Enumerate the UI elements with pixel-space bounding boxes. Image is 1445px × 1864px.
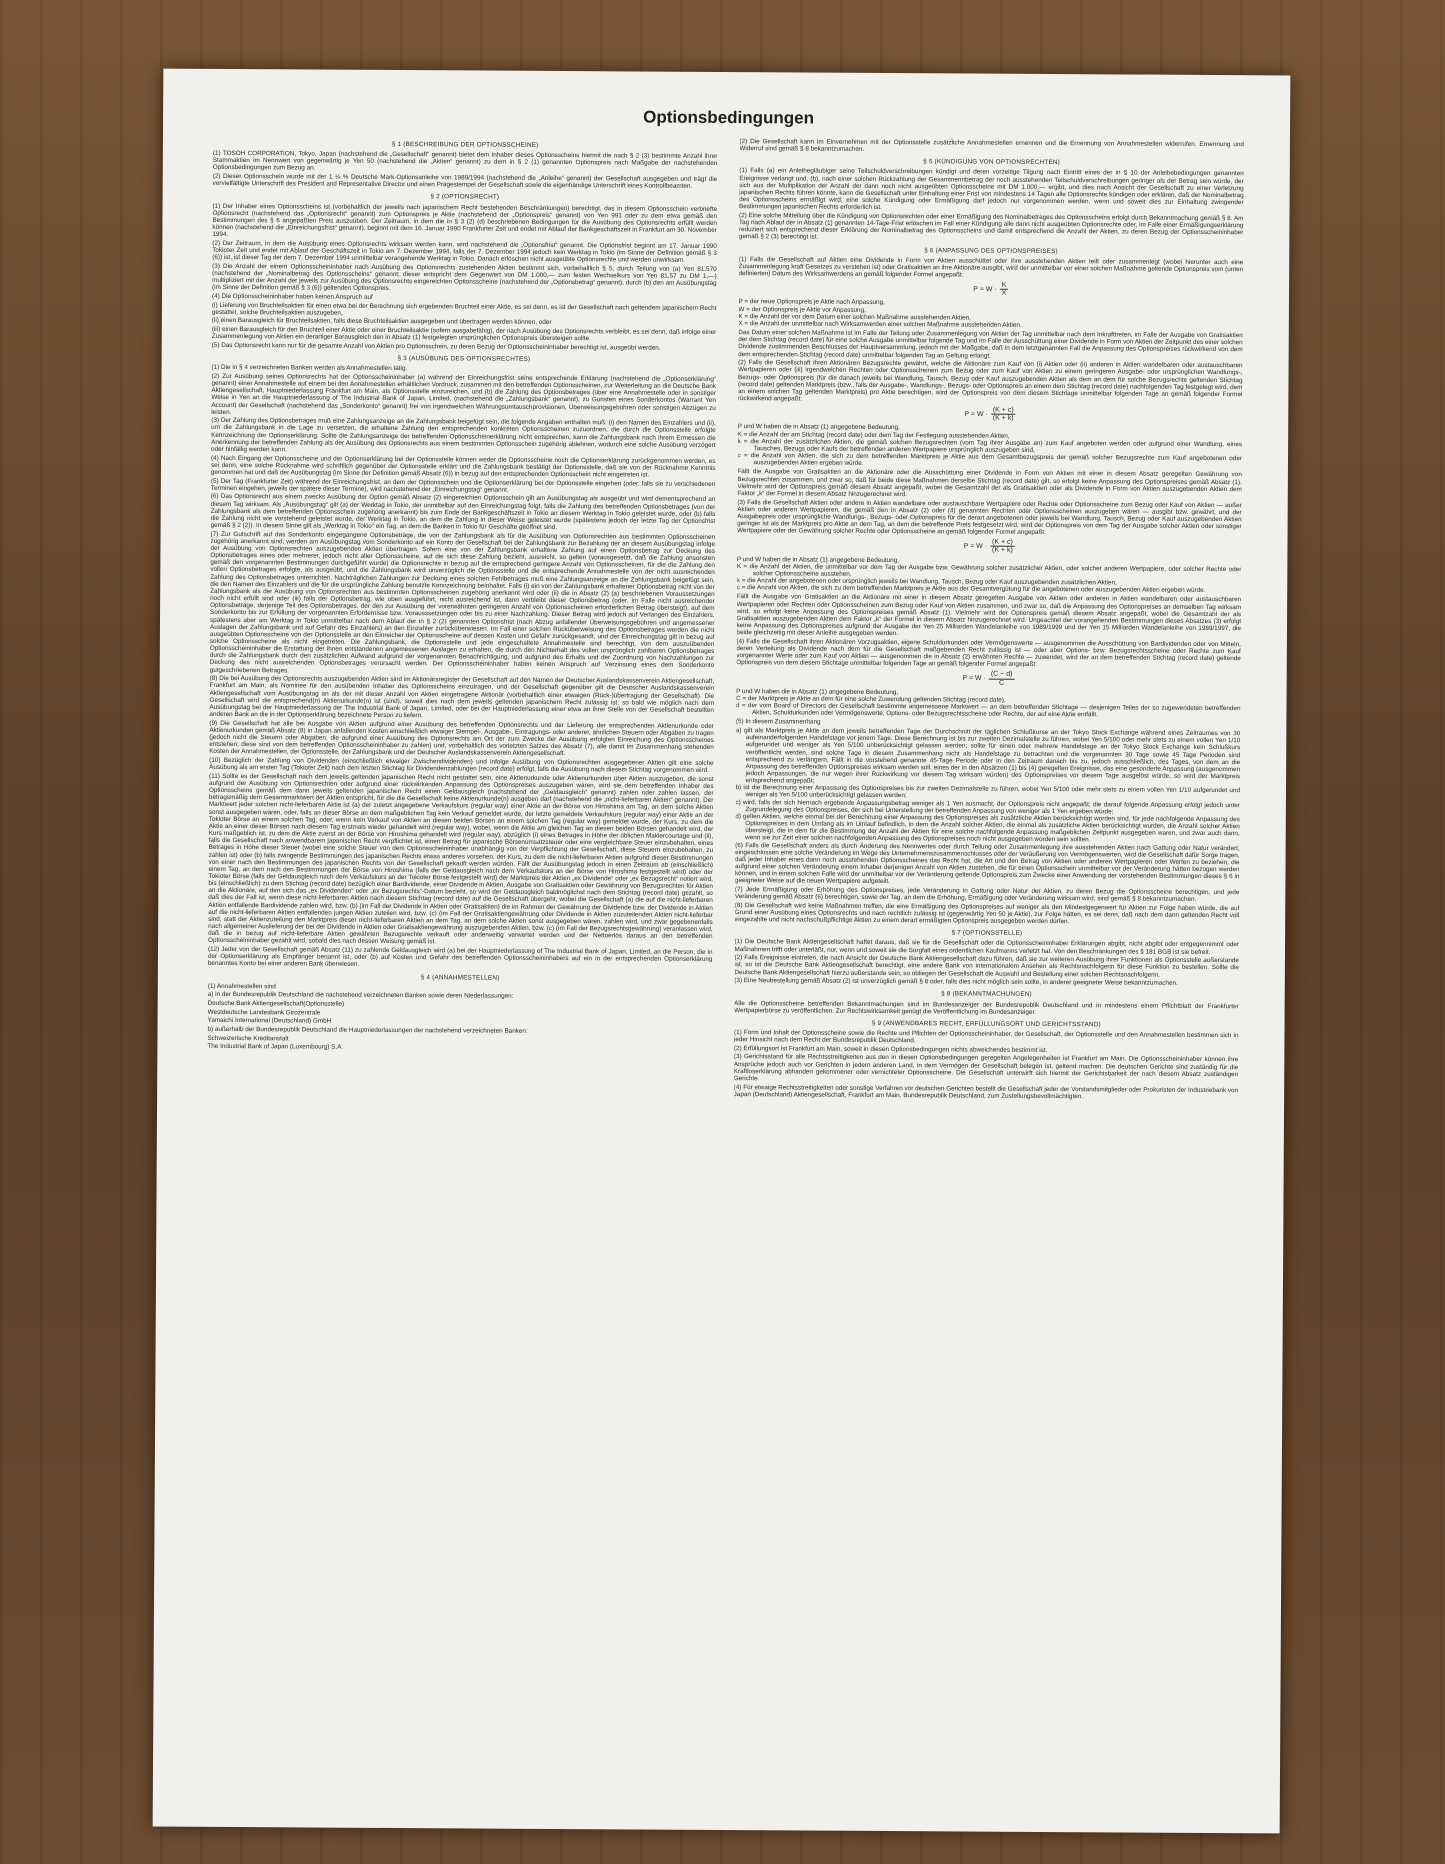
definition-item: K = die Anzahl der vor dem Datum einer solchen Maßnahme ausstehenden Aktien, — [738, 312, 971, 322]
item-list — [735, 727, 1240, 845]
paragraph: Das Datum einer solchen Maßnahme ist im Falle der Teilung oder Zusammenlegung von Aktien der Tag unmittelbar nach dem Inkrafttreten, im Falle der Ausgabe von Gratisaktien der dem Stichtag (record date) für eine solche Ausgabe unmittelbar folgende Tag und im Falle der Ausschüttung einer Dividende in Form von Aktien der Zeitpunkt des einer solchen Dividende zustimmenden Beschlusses der Hauptversammlung, jedoch mit der Maßgabe, daß in dem letztgenannten Fall die Anpassung des Optionspreises rückwirkend von dem dem entsprechenden Stichtag (record date) unmittelbar folgenden Tag an Geltung erlangt. — [738, 329, 1243, 360]
formula-denominator: X — [1001, 290, 1007, 298]
paragraph: The Industrial Bank of Japan (Luxembourg) S.A. — [207, 1043, 344, 1051]
paragraph: (1) Der Inhaber eines Optionsscheins ist (vorbehaltlich der jeweils nach japanischem Recht bestehenden Beschränkungen) berechtigt, das in diesem Optionsschein verbriefte Optionsrecht (nachstehend das „Optionsrecht“ genannt) zum Optionspreis je Aktie (nachstehend der „Optionspreis“ genannt) von Yen 991 oder zu dem etwa gemäß den Bestimmungen des § 6 angepaßten Preis auszuüben. Der Zeitraum, in dem die in § 3 (2) (d) beschriebenen Bedingungen für die Ausübung des Optionsrechts erfüllt werden können (nachstehend die „Einreichungsfrist“ genannt), beginnt mit dem 16. Januar 1990 Frankfurter Zeit und endet mit Ablauf der Bankgeschäftszeit in Frankfurt am 30. November 1994. — [212, 202, 718, 239]
paragraph: Alle die Optionsscheine betreffenden Bekanntmachungen sind im Bundesanzeiger der Bundesrepublik Deutschland und in mindestens einem Pflichtblatt der Frankfurter Wertpapierbörse zu veröffentlichen. Zur Rechtswirksamkeit genügt die Veröffentlichung im Bundesanzeiger. — [734, 999, 1239, 1016]
paragraph: (iii) einen Barausgleich für den Bruchteil einer Aktie oder einer Bruchteilsaktie (sofern ausgabefähig), der nach Ausübung des Optionsrechts verbleibt, es sei denn, daß infolge einer Zusammenlegung von Aktien ein derartiger Barausgleich den in Absatz (1) festgelegten ursprünglichen Optionspreis übersteigen sollte. — [211, 325, 717, 343]
definition-list — [736, 688, 1241, 720]
paragraph: (9) Die Gesellschaft hat alle bei Ausgabe von Aktien aufgrund einer Ausübung des betreffenden Optionsrechts und der Lieferung der entsprechenden Aktienurkunde oder Aktienurkunden gemäß Absatz (8) in Japan anfallenden Kosten einschließlich etwaiger Stempel-, Ausgabe-, Eintragungs- oder anderer, ähnlichen Steuern oder Abgaben zu tragen (jedoch nicht die Steuern oder Abgaben, die aufgrund einer Ausübung des Optionsrechts am Ort der zum Zwecke der Ausübung erfolgten Einreichung des Optionsscheines entstehen; diese sind von dem betreffenden Optionsscheininhaber zu zahlen) und, vorbehaltlich des vorletzten Satzes des Absatz (7), alle damit im Zusammenhang stehenden Kosten der Annahmestellen, der Optionsstelle, der Zahlungsbank und der Deutscher Auslandskassenverein Aktiengesellschaft. — [209, 719, 714, 758]
paragraph: (3) Falls die Gesellschaft Aktien oder andere in Aktien wandelbare oder austauschbare Wertpapiere oder Rechte oder Optionsscheine zum Bezug oder Kauf von Aktien — außer Aktien oder anderen Wertpapieren, die gemäß den in Absatz (2) oder (4) genannten Rechten oder Optionsscheinen auszugeben wären — ausgibt bzw. gewährt, und der Ausgabepreis oder ursprüngliche Wandlungs-, Bezugs- oder Optionspreis für die derart angebotenen oder jeweils bei Wandlung, Tausch, Bezug oder Kauf auszugebenden Aktien geringer ist als der Marktpreis pro Aktie an dem Tag, an dem der betreffende Preis festgesetzt wird, wird der Optionspreis von dem Tag der Ausgabe solcher Aktien oder sonstiger Wertpapiere oder der Gewährung solcher Rechte oder Optionsscheine an gemäß folgender Formel angepaßt: — [737, 498, 1242, 537]
list-item: d) gelten Aktien, welche einmal bei der Berechnung einer Anpassung des Optionspreises als zusätzliche Aktien berücksichtigt worden sind, für jede nachfolgende Anpassung des Optionspreises in dem Umfang als im Umlauf befindlich, in dem die Anzahl solcher Aktien, die einmal als zusätzliche Aktien berücksichtigt wurden, die Anzahl solcher Aktien übersteigt, die in dem für die Bestimmung der Anzahl der Aktien für eine solche nachfolgende Anpassung maßgeblichen Zeitpunkt ausgegeben waren, und zwar auch dann, wenn sie zur Zeit einer solchen nachfolgenden Anpassung des Optionspreises noch nicht ausgegeben worden sein sollten. — [735, 813, 1240, 844]
formula-lhs: P = W · — [964, 411, 988, 419]
paragraph: (3) Gerichtsstand für alle Rechtsstreitigkeiten aus den in diesen Optionsbedingungen geregelten Angelegenheiten ist Frankfurt am Main. Die Optionsscheininhaber können ihre Ansprüche jedoch auch vor Gerichten in jedem anderen Land, in dem Vermögen der Gesellschaft belegen ist, geltend machen. Die deutschen Gerichte sind zuständig für die Kraftloserklärung abhanden gekommener oder vernichteter Optionsscheine. Die Gesellschaft unterwirft sich hiermit der Gerichtsbarkeit der nach diesem Absatz zuständigen Gerichte. — [733, 1053, 1239, 1083]
definition-item: X = die Anzahl der unmittelbar nach Wirksamwerden einer solchen Maßnahme ausstehenden Aktien. — [738, 320, 1022, 329]
section-heading: § 5 (KÜNDIGUNG VON OPTIONSRECHTEN) — [923, 158, 1061, 167]
definition-item: P und W haben die in Absatz (1) angegebene Bedeutung, — [736, 687, 899, 696]
paragraph: (2) Der Zeitraum, in dem die Ausübung eines Optionsrechts wirksam werden kann, wird nachstehend die „Optionsfrist“ genannt. Die Optionsfrist beginnt am 17. Januar 1990 Tokioter Zeit und endet mit Ablauf der Geschäftszeit in Tokio am 7. Dezember 1994, falls der 7. Dezember 1994 jedoch kein Werktag in Tokio (im Sinne der Definition gemäß § 3 (6)) ist, ist dieser Tag der dem 7. Dezember 1994 unmittelbar vorangehende Werktag in Tokio. Danach erlöschen nicht ausgeübte Optionsrechte und werden unwirksam. — [212, 239, 717, 264]
paragraph: (2) Erfüllungsort ist Frankfurt am Main, soweit in diesen Optionsbedingungen nichts abweichendes bestimmt ist. — [733, 1044, 1048, 1054]
section-heading: § 1 (BESCHREIBUNG DER OPTIONSSCHEINE) — [391, 140, 539, 149]
paragraph: (4) Nach Eingang der Optionsscheine und der Optionserklärung bei der Optionsstelle können weder die Optionsscheine noch die Optionserklärung zurückgenommen werden, es sei denn, eine solche Rücknahme wird schriftlich gegenüber der Optionsstelle erklärt und die Zahlungsbank bestätigt der Optionsstelle, daß sie von der Rücknahme Kenntnis genommen hat und daß der Ausübungstag (im Sinne der Definition gemäß Absatz (6)) in bezug auf den entsprechenden Optionsschein nicht eingetreten ist. — [210, 454, 716, 479]
paragraph: (ii) einen Barausgleich für Bruchteilsaktien, falls diese Bruchteilsaktien ausgegeben und übertragen werden können, oder — [211, 317, 552, 327]
formula-lhs: P = W · — [973, 286, 997, 294]
formula — [738, 405, 1243, 423]
left-column — [203, 135, 718, 1788]
list-item: a) gilt als Marktpreis je Aktie an dem jeweils betreffenden Tage der Durchschnitt der täglichen Schlußkurse an der Tokyo Stock Exchange während eines Zeitraumes von 30 aufeinanderfolgenden Handelstage vor jenem Tage. Diese Berechnung ist bis zur zweiten Dezimalstelle zu führen, wobei Yen 5/100 oder mehr stets zu einem vollen Yen 1/10 aufgerundet und weniger als Yen 5/100 unberücksichtigt gelassen werden; sollte für einen oder mehrere Handelstage an der Tokyo Stock Exchange kein Schlußkurs veröffentlicht werden, sind solche Tage in diesem Zusammenhang nicht als Handelstage zu betrachten und die vorgenannten 30 Tage sowie 45 Tage Perioden sind entsprechend zu verlängern. Fällt in die vorstehend genannte 45-Tage Periode oder in den Zeitraum danach bis zu, jedoch ausschließlich, des Tages, von dem an die Anpassung des betreffenden Optionspreises wirksam werden soll, eines der in den Absätzen (1) bis (4) geregelten Ereignisse, das eine gesonderte Anpassung (ausgenommen jedoch Anpassungen, die nur wegen ihrer Rückwirkung vor diesem Tag wirksam würden) des Optionspreises vor diesem Tage ausgelöst würde, so wird der Marktpreis entsprechend angepaßt; — [735, 727, 1241, 785]
section-heading: § 8 (BEKANNTMACHUNGEN) — [941, 990, 1032, 999]
paragraph: (3) Die Anzahl der einem Optionsscheininhaber nach Ausübung des Optionsrechts zustehenden Aktien bestimmt sich, vorbehaltlich § 5, durch Teilung von (a) Yen 81.570 (nachstehend der „Nominalbetrag des Optionsscheins“ genannt; dieser entspricht dem Gegenwert von DM 1.000,— zum festen Wechselkurs von Yen 81,57 zu DM 1,—) multipliziert mit der Anzahl der jeweils zur Ausübung des Optionsrechts eingereichten Optionsscheine (nachstehend der „Optionsbetrag“ genannt), durch (b) den am Ausübungstag (im Sinne der Definition gemäß § 3 (6)) geltenden Optionspreis. — [212, 262, 717, 293]
paragraph: (5) Das Optionsrecht kann nur für die gesamte Anzahl von Aktien pro Optionsschein, zu deren Bezug der Optionsscheininhaber berechtigt ist, ausgeübt werden. — [211, 341, 661, 352]
section-heading: § 4 (ANNAHMESTELLEN) — [420, 973, 500, 982]
formula-numerator: (K + c) — [991, 407, 1016, 415]
definition-item: d = der vom Board of Directors der Gesellschaft bestimmte angemessene Marktwert — an dem betreffenden Stichtage — desjenigen Teiles der so zugewendeten betreffenden Aktien, Schuldurkunden oder Vermögenswerte, Options- oder Bezugsrechtsscheine oder Rechte, der auf eine Aktie entfällt. — [735, 702, 1241, 719]
definition-item: P und W haben die in Absatz (1) angegebene Bedeutung, — [737, 423, 900, 432]
section-heading: § 6 (ANPASSUNG DES OPTIONSPREISES) — [924, 246, 1058, 255]
right-column — [729, 138, 1244, 1791]
paragraph: (1) Die in § 4 verzeichneten Banken werden als Annahmestellen tätig. — [211, 364, 408, 373]
definition-item: K = die Anzahl der Aktien, die unmittelbar vor dem Tag der Ausgabe bzw. Gewährung solcher zusätzlicher Aktien, oder solcher anderen Wertpapiere, oder solcher Rechte oder solcher Optionsscheine ausstehen, — [736, 562, 1242, 578]
paragraph: Fällt die Ausgabe von Gratisaktien an die Aktionäre mit einer in diesem Absatz geregelten Ausgabe von Aktien oder anderen in Aktien wandelbaren oder austauschbaren Wertpapieren oder Rechten oder Optionsscheinen zum Bezug oder Kauf von Aktien zusammen, und zwar so, daß die Anpassung des Optionspreises an demselben Tag wirksam wird, so erfolgt keine Anpassung des Optionspreises gemäß Absatz (1). Vielmehr wird der Optionspreis gemäß diesem Absatz angepaßt, wobei die Gesamtzahl der als Gratisaktien auszugebenden Aktien dem Faktor „k“ der Formel in diesem Absatz hinzugerechnet wird. Ungeachtet der vorangehenden Bestimmungen dieses Absatzes (3) erfolgt keine Anpassung des Optionspreises aufgrund der Ausgabe der Yen 25 Milliarden Wandelanleihe von 1989/1999 und der Yen 15 Milliarden Wandelanleihe von 1989/1997, die beide gleichzeitig mit dieser Anleihe ausgegeben werden. — [736, 593, 1242, 638]
definition-item: C = der Marktpreis je Aktie an dem für eine solche Zuwendung geltenden Stichtag (record date), — [736, 695, 1006, 704]
paragraph: (2) Falls Ereignisse eintreten, die nach Ansicht der Deutsche Bank Aktiengesellschaft dazu führen, daß sie zur weiteren Ausübung ihrer Funktionen als Optionsstelle außerstande ist, so ist die Deutsche Bank Aktiengesellschaft berechtigt, eine andere Bank von internationalem Ansehen als Rechtsnachfolgerin für diese Funktion zu bestellen. Sollte die Deutsche Bank Aktiengesellschaft hierzu außerstande sein, so obliegen der Gesellschaft die Auswahl und Bestellung einer solchen Rechtsnachfolgerin. — [734, 954, 1239, 979]
definition-item: W = der Optionspreis je Aktie vor Anpassung, — [738, 305, 866, 314]
paragraph: (2) Zur Ausübung seines Optionsrechts hat der Optionsscheininhaber (a) während der Einreichungsfrist seine entsprechende Erklärung (nachstehend die „Optionserklärung“ genannt) einer Annahmestelle auf einem bei den Annahmestellen erhältlichen Vordruck, zusammen mit den betreffenden Optionsscheinen, zur Weiterleitung an die Deutsche Bank Aktiengesellschaft, Hauptniederlassung Frankfurt am Main, als Optionsstelle einzureichen, und (b) die Zahlung des Optionsbetrages (über eine Annahmestelle oder in sonstiger Weise in Yen an die Hauptniederlassung of The Industrial Bank of Japan, Limited, (nachstehend die „Zahlungsbank“ genannt), zu Gunsten eines Sonderkontos (Warrant Yen Account) der Gesellschaft (nachstehend das „Sonderkonto“ genannt) frei von irgendwelchen Währungsumtauschprovisionen, Überweisungsgebühren oder sonstigen Abzügen zu leisten. — [211, 372, 717, 416]
formula — [739, 280, 1244, 298]
list-item: b) ist die Berechnung einer Anpassung des Optionspreises bis zur zweiten Dezimalstelle zu führen, wobei Yen 5/100 oder mehr stets zu einem vollen Yen 1/10 aufgerundet und weniger als Yen 5/100 unberücksichtigt gelassen werden; — [735, 784, 1241, 800]
formula — [737, 537, 1242, 555]
paragraph: (6) Das Optionsrecht aus einem zwecks Ausübung der Option gemäß Absatz (2) eingereichten Optionsschein gilt am Ausübungstag als ausgeübt und wird dementsprechend an diesem Tag wirksam. Als „Ausübungstag“ gilt (a) der Werktag in Tokio, der unmittelbar auf den Einreichungstag folgt, falls die Zahlung des betreffenden Optionsbetrages (von der Zahlungsbank als dem betreffenden Optionsschein zugehörig anerkannt) bis zum Ende der Bankgeschäftszeit in Tokio an diesem Werktag in Tokio geleistet wurde, oder (b) falls die Zahlung nicht wie vorstehend geleistet wurde, der Werktag in Tokio, an dem die Zahlung in dieser Weise geleistet wurde (spätestens jedoch der letzte Tag der Optionsfrist gemäß § 2 (2)). In diesem Sinne gilt als „Werktag in Tokio“ ein Tag, an dem die Banken in Tokio für Geschäfte geöffnet sind. — [210, 493, 716, 531]
document-sheet — [153, 69, 1291, 1834]
definition-list — [737, 424, 1242, 470]
document-columns — [203, 135, 1244, 1791]
formula-fraction — [1000, 282, 1009, 297]
formula-denominator: (K + k) — [992, 414, 1014, 423]
paragraph: (12) Jeder von der Gesellschaft gemäß Absatz (11) zu zahlende Geldausgleich wird (a) bei der Hauptniederlassung of The Industrial Bank of Japan, Limited, an die Person, die in der Optionserklärung als Empfänger benannt ist, oder (b) auf Kosten und Gefahr des betreffenden Optionsscheininhabers auf ein in der entsprechenden Optionserklärung benanntes Konto bei einer anderen Bank überwiesen. — [207, 945, 713, 969]
definition-item: c = die Anzahl von Aktien, die sich zu dem betreffenden Marktpreis je Aktie aus dem Gesamtbezugspreis der gemäß solcher Bezugsrechte zum Kauf angebotenen oder auszugebenden Aktien ergeben würde. — [737, 452, 1243, 468]
paragraph: (3) Eine Neubestellung gemäß Absatz (2) ist unverzüglich gemäß § 8 oder, falls dies nicht möglich sein sollte, in anderer geeigneter Weise bekanntzumachen. — [734, 977, 1178, 988]
section-heading: § 9 (ANWENDBARES RECHT, ERFÜLLUNGSORT UND GERICHTSSTAND) — [871, 1019, 1101, 1029]
definition-item: c = die Anzahl von Aktien, die sich zu dem betreffenden Marktpreis je Aktie aus der Gesamtvergütung für die angebotenen oder auszugebenden Aktien ergeben würde. — [736, 584, 1206, 595]
paragraph: (4) Für etwaige Rechtsstreitigkeiten oder sonstige Verfahren vor deutschen Gerichten bestellt die Gesellschaft jeder der Vorstandsmitglieder oder Prokuristen der Industriebank von Japan (Deutschland) Aktiengesellschaft, Frankfurt am Main, Bundesrepublik Deutschland, zum Zustellungsbevollmächtigten. — [733, 1083, 1239, 1100]
paragraph: (1) Annahmestellen sind — [207, 982, 276, 990]
definition-item: P und W haben die in Absatz (1) angegebene Bedeutung, — [736, 555, 900, 564]
paragraph: (1) Falls (a) ein Anleihegläubiger seine Teilschuldverschreibungen kündigt und deren vorzeitige Tilgung nach Eintritt eines der in § 10 der Anleihebedingungen genannten Ereignisse verlangt und, (b), nach einer solchen Rückzahlung der Gesamtnennbetrag der noch ausstehenden Teilschuldverschreibungen geringer als der Betrag sein würde, der sich aus der Multiplikation der Anzahl der dann noch nicht ausgeübten Optionsscheine mit DM 1.000,— ergibt, und dies nach Ansicht der Gesellschaft zu einer Verletzung japanischen Rechts führen könnte, kann die Gesellschaft unter Einhaltung einer Frist von mindestens 14 Tagen alle Optionsrechte kündigen oder erklären, daß der Nominalbetrag des Optionsscheins ermäßigt wird; eine solche Kündigung oder Ermäßigung darf jedoch nur vorgenommen werden, wenn und soweit dies zur Einhaltung zwingender Bestimmungen japanischen Rechts erforderlich ist. — [739, 167, 1244, 212]
definition-item: k = die Anzahl der zusätzlichen Aktien, die gemäß solchen Bezugsrechten (vom Tag ihrer Ausgabe an) zum Kauf angeboten werden oder aufgrund einer Wandlung, eines Tausches, Bezugs oder Kaufs der betreffenden anderen Wertpapiere ursprünglich auszugeben sind, — [737, 437, 1243, 454]
paragraph: (2) Dieser Optionsschein wurde mit der 1 ⅛ % Deutsche Mark-Optionsanleihe von 1989/1994 (nachstehend die „Anleihe“ genannt) der Gesellschaft ausgegeben und trägt die vervielfältigte Unterschrift des President and Representative Director und einen Prägestempel der Gesellschaft sowie die eigenhändige Unterschrift eines Kontrollbeamten. — [212, 173, 718, 191]
paragraph: (5) Der Tag (Frankfurter Zeit) während der Einreichungsfrist, an dem der Optionsschein und die Optionserklärung bei der Optionsstelle eingehen (oder, falls sie zu verschiedenen Terminen eingehen, jeweils der spätere dieser Termine), wird nachstehend der „Einreichungstag“ genannt. — [210, 477, 716, 494]
document-title: Optionsbedingungen — [643, 107, 815, 128]
definition-item: k = die Anzahl der angebotenen oder ursprünglich jeweils bei Wandlung, Tausch, Bezug oder Kauf auszugebenden zusätzlichen Aktien, — [736, 577, 1117, 587]
definition-list — [737, 556, 1242, 595]
section-heading: § 3 (AUSÜBUNG DES OPTIONSRECHTES) — [397, 355, 531, 363]
paragraph: (6) Falls die Gesellschaft anders als durch Änderung des Nennwertes oder durch Teilung oder Zusammenlegung ihre ausstehenden Aktien nach Gattung oder Natur verändert, eingeschlossen eine solche Veränderung im Wege des Unternehmenszusammenschlusses oder der Veräußerung von Vermögenswerten, wird die Gesellschaft dafür Sorge tragen, daß jeder Inhaber eines dann noch ausstehenden Optionsscheines das Recht hat, die Art und den Betrag von Aktien oder anderen Wertpapieren oder Werten zu beziehen, die aufgrund einer solchen Veränderung einem Inhaber derjenigen Anzahl von Aktien zustehen, die für einen Optionsschein unmittelbar vor der Veränderung hätten bezogen werden können, und in einem solchen Falle wird der unmittelbar vor der Veränderung geltende Optionspreis zum Zwecke einer Anwendung der vorstehenden Bestimmungen dieses § 6 in geeigneter Weise auf die neuen Wertpapiere aufgeteilt. — [734, 841, 1240, 886]
paragraph: (7) Zur Gutschrift auf das Sonderkonto eingegangene Optionsbeträge, die von der Zahlungsbank als für die Ausübung von Optionsrechten aus bestimmten Optionsscheinen zugehörig anerkannt sind, werden am Ausübungstag vom Sonderkonto auf ein Konto der Gesellschaft bei der Zahlungsbank zur Bezahlung der an diesem Ausübungstag infolge der Ausübung von Optionsrechten auszugebenden Aktien übertragen. Sofern eine von der Zahlungsbank erhaltene Zahlung auf einen Optionsbetrag zur Deckung des Optionsbetrages eines oder mehrerer, jedoch nicht aller Optionsscheine, auf die sich diese Zahlung bezieht, ausreicht, so gelten (vorausgesetzt, daß die Zahlung ansonsten gemäß den vorgenannten Bestimmungen durchgeführt wurde) die Optionsrechte in bezug auf die entsprechend geringere Anzahl von Optionsscheinen, für die die Zahlung den vollen Optionsbetrages erfolgte, als ausgeübt, und die Zahlungsbank wird unverzüglich die Optionsstelle und die entsprechende Annahmestelle von der nicht ausreichenden Zahlung des Optionsbetrages unterrichten. Nachträglichen Zahlungen zur Deckung eines solchen Fehlbetrages muß eine Zahlungsanzeige an die Zahlungsbank beigefügt sein, die den Namen des Einzahlers und die für die ursprüngliche Zahlung benutzte Kennzeichnung beinhaltet. Falls (i) ein von der Zahlungsbank erhaltener Optionsbetrag nicht von der Zahlungsbank als der Ausübung von Optionsrechten aus bestimmten Optionsscheinen zugehörig anerkannt wird oder (ii) die in Absatz (2) (a) beschriebenen Voraussetzungen noch nicht erfüllt sind oder (iii) falls der Optionsbetrag, wie oben ausgeführt, nicht ausreichend ist, dann verbleibt dieser Optionsbetrag (oder, im Falle nicht ausreichender Optionsbeträge, derjenige Teil des Optionsbetrages, der den zur Ausübung der vorerwähnten geringeren Anzahl von Optionsscheinen erforderlichen Betrag übersteigt), auf dem Sonderkonto bis zur Erfüllung der vorgenannten Erfordernisse bzw. Vorausssetzungen oder bis zu einer Nachzahlung. Dieser Betrag wird jedoch auf Verlangen des Einzahlers, spätestens aber am Werktag in Tokio unmittelbar nach dem Ablauf der in § 2 (2) genannten Optionsfrist (nach Abzug anfallender Überweisungsgebühren und angemessener Auslagen der Zahlungsbank und auf Gefahr des Einzahlers) an den Einzahler zurücküberwiesen. Im Fall einer solchen Rücküberweisung des Optionsbetrages werden die nicht ausgeübten Optionsscheine von der Optionsstelle an den Einreicher der Optionsscheine auf dessen Kosten und Gefahr zurückgesandt, und der Einreichungstag gilt in bezug auf solche Optionsscheine als nicht eingetreten. Die Zahlungsbank, die Optionsstelle und jede eingeschaltete Annahmestelle sind berechtigt, von dem auszuübenden Optionsscheininhaber die Erstattung der ihnen entstandenen angemessenen Auslagen zu erhalten, die durch den Nichterhalt des vollen ursprünglich zahlbaren Optionsbetrages durch die Zahlungsbank durch den zusätzlichen Aufwand aufgrund der vorgenannten Benachrichtigung, und aufgrund des Erhalts und der Zuordnung von Nachzahlungen zur Deckung des nicht ausreichenden Optionsbetrages verursacht werden. Der Optionsscheininhaber haben keinen Anspruch auf Verzinsung eines dem Sonderkonto gutgeschriebenen Betrages. — [209, 530, 716, 674]
paragraph: (8) Die bei Ausübung des Optionsrechts auszugebenden Aktien sind im Aktionärsregister der Gesellschaft auf den Namen der Deutscher Auslandskassenverein Aktiengesellschaft, Frankfurt am Main, als Nominee für den ausübenden Inhaber des Optionsscheins einzutragen, und der Gesellschaft gegenüber gilt die Deutscher Auslandskassenverein Aktiengesellschaft vom Ausübungstag an als der mit dieser Anzahl von Aktien eingetragene Aktionär (vorbehaltlich einer etwaigen (Rück-)übertragung der Gesellschaft). Die Gesellschaft wird die entsprechend(n) Aktienurkunde(n) ist (sind), soweit dies nach dem jeweils geltenden japanischem Recht zulässig ist, so bald wie möglich nach dem Ausübungstag bei der Hauptniederlassung der The Industrial Bank of Japan, Limited, oder bei der Hauptniederlassung einer etwa an ihrer Stelle von der Gesellschaft bestellten anderen Bank an die in der Optionserklärung bezeichnete Person zu liefern. — [209, 675, 715, 720]
paragraph: (8) Die Gesellschaft wird keine Maßnahmen treffen, die eine Ermäßigung des Optionspreises auf weniger als den Mindestgegenwert für Aktien zur Folge haben würde, die auf Grund einer Ausübung eines Optionsrechts und nach rechtlich zulässig ist (gegenwärtig Yen 50 je Aktie), zur Folge hätten, es sei denn, daß nach dem dann geltenden Recht voll eingezahlte und nicht nachschußpflichtige Aktien zu einem derart ermäßigten Optionspreis ausgegeben werden dürfen. — [734, 901, 1240, 926]
paragraph: (1) TOSOH CORPORATION, Tokyo, Japan (nachstehend die „Gesellschaft“ genannt) bietet dem Inhaber dieses Optionsscheins hiermit die nach § 2 (3) bestimmte Anzahl ihrer Stammaktien im Nennwert von gegenwärtig je Yen 50 (nachstehend die „Aktien“ genannt) zu dem in § 2 (1) genannten Optionspreis nach Maßgabe der nachstehenden Optionsbedingungen zum Bezug an. — [212, 150, 718, 172]
paragraph: (1) Die Deutsche Bank Aktiengesellschaft haftet daraus, daß sie für die Gesellschaft oder die Optionsscheininhaber Erklärungen abgibt, nicht abgibt oder entgegennimmt oder Maßnahmen trifft oder unterläßt, nur, wenn und soweit sie die Sorgfalt eines ordentlichen Kaufmanns verletzt hat. Von den Beschränkungen des § 181 BGB ist sie befreit. — [734, 938, 1240, 956]
paragraph: (4) Falls die Gesellschaft ihren Aktionären Vorzugsaktien, eigene Schuldurkunden oder Vermögenswerte — ausgenommen die Ausschüttung von Bardividenden oder von Mitteln, deren Verteilung als Dividende nach dem für die Gesellschaft maßgebenden Recht zulässig ist — oder aber Options- bzw. Bezugsrechtsscheine oder Rechte zum Kauf vorgenannter Werte oder zum Kauf von Aktien — ausgenommen die in Absatz (2) erwähnten Rechte — zuwendet, wird der an dem betreffenden Stichtag (record date) geltende Optionspreis von dem diesem Stichtage unmittelbar folgenden Tage an gemäß folgender Formel angepaßt: — [736, 637, 1241, 669]
paragraph: Yamaichi International (Deutschland) GmbH — [207, 1017, 332, 1025]
formula-fraction — [991, 407, 1016, 422]
paragraph: a) in der Bundesrepublik Deutschland die nachstehend verzeichneten Banken sowie deren Niederlassungen: — [207, 991, 514, 1001]
section-heading: § 7 (OPTIONSSTELLE) — [951, 929, 1023, 938]
paragraph: Fällt die Ausgabe von Gratisaktien an die Aktionäre oder die Ausschüttung einer Dividende in Form von Aktien mit einer in diesem Absatz geregelten Gewährung von Bezugsrechten zusammen, und zwar so, daß für beide diese Maßnahmen derselbe Stichtag (record date) gilt, so erfolgt keine Anpassung des Optionspreises gemäß Absatz (1). Vielmehr wird der Optionspreis gemäß diesem Absatz angepaßt, wobei die Gesamtzahl der als Gratisaktien oder als Dividende in Form von Aktien auszugebenden Aktien dem Faktor „k“ der Formel in diesem Absatz hinzugerechnet wird. — [737, 468, 1242, 498]
definition-item: K = die Anzahl der am Stichtag (record date) oder dem Tag der Festlegung ausstehenden Aktien, — [737, 430, 1010, 440]
list-item: c) wird, falls der sich hiernach ergebende Anpassungsbetrag weniger als 1 Yen ausmacht, der Optionspreis nicht angepaßt; die darauf folgende Anpassung erfolgt jedoch unter Zugrundelegung des Optionspreises, der sich bei Unterstellung der betreffenden Anpassung von weniger als 1 Yen ergeben würde; — [735, 798, 1240, 816]
paragraph: (i) Lieferung von Bruchteilsaktien für einen etwa bei der Berechnung sich ergebenden Bruchteil einer Aktie, es sei denn, es ist der Gesellschaft nach geltendem japanischem Recht gestattet, solche Bruchteilsaktien auszugeben, — [211, 301, 717, 317]
formula-fraction — [989, 671, 1015, 686]
definition-list — [738, 299, 1243, 331]
paragraph: (7) Jede Ermäßigung oder Erhöhung des Optionspreises, jede Veränderung in Gattung oder Natur der Aktien, zu deren Bezug die Optionsscheine berechtigen, und jede Veränderung gemäß Absatz (6) berechtigen, sowie der Tag, an dem die Erhöhung, Ermäßigung oder Veränderung wirksam wird, sind gemäß § 8 bekanntzumachen. — [734, 886, 1240, 904]
paragraph: (2) Falls die Gesellschaft ihren Aktionären Bezugsrechte gewährt, welche die Aktionäre zum Kauf von (i) Aktien oder (ii) anderen in Aktien wandelbaren oder austauschbaren Wertpapieren oder (iii) irgendwelchen Rechten oder Optionsscheinen zum Bezug oder zum Kauf von Aktien zu einem geringeren Ausgabe- oder ursprünglichen Wandlungs-, Bezugs- oder Optionspreis (für die danach jeweils bei Wandlung, Tausch, Bezug oder Kauf auszugebenden Aktien als dem an dem für solche Bezugsrechte geltenden Stichtag (record date) geltenden Marktpreis (bzw., falls der Ausgabe-, Wandlungs-, Bezugs- oder Optionspreis an einem dem Stichtag (record date) nachfolgenden Tag festgelegt wird, dem an einem solchen Tag geltenden Marktpreis) pro Aktie berechtigen, wird der Optionspreis von dem diesem Stichtage unmittelbar folgenden Tage an gemäß folgender Formel rückwirkend angepaßt: — [737, 359, 1243, 403]
paragraph: (5) In diesem Zusammenhang — [735, 718, 821, 727]
formula-numerator: (C − d) — [989, 671, 1015, 679]
paragraph: Westdeutsche Landesbank Girozentrale — [207, 1008, 321, 1017]
formula-lhs: P = W · — [962, 675, 986, 683]
paragraph: (2) Die Gesellschaft kann im Einvernehmen mit der Optionsstelle zusätzliche Annahmestellen ernennen und die Ernennung von Annahmestellen widerrufen. Ernennung und Widerruf sind gemäß § 8 bekanntzumachen. — [739, 138, 1244, 154]
formula-lhs: P = W · — [963, 543, 988, 551]
paragraph: Schweizerische Kreditanstalt — [207, 1034, 289, 1042]
formula-denominator: (K + k) — [991, 547, 1013, 555]
paragraph: (1) Falls die Gesellschaft auf Aktien eine Dividende in Form von Aktien ausschüttet oder ihre ausstehenden Aktien teilt oder zusammenlegt (wobei hierunter auch eine Zusammenlegung kraft Gesetzes zu verstehen ist) oder Gratisaktien an ihre Aktionäre ausgibt, wird der unmittelbar vor einer solchen Maßnahme geltende Optionspreis vom (unten definierten) Datum des Wirksamwerdens an gemäß folgender Formel angepaßt: — [738, 255, 1244, 279]
paragraph: Deutsche Bank Aktiengesellschaft(Optionsstelle) — [207, 999, 345, 1008]
paragraph: b) außerhalb der Bundesrepublik Deutschland die Hauptniederlassungen der nachstehend verzeichneten Banken: — [207, 1025, 528, 1035]
paragraph: (3) Der Zahlung des Optionsbetrages muß eine Zahlungsanzeige an die Zahlungsbank beigefügt sein, die folgende Angaben enthalten muß: (i) den Namen des Einzahlers und (ii), um die Zahlungsbank in die Lage zu versetzen, die erhaltene Zahlung den entsprechenden konkreten Optionsscheinen zuzuordnen, die durch die Optionsstelle erfolgte Kennzeichnung der Optionserklärung. Sollte die Zahlungsanzeige der betreffenden Optionsscheinerklärung nicht entsprechen, kann die Zahlungsbank nach ihrem Ermessen die Anerkennung der betreffenden Zahlung als der Ausübung des Optionsrechts aus einem bestimmten Optionsschein zugehörig ablehnen, wodurch eine solche Ausübung verzögert oder hinfällig werden kann. — [211, 417, 716, 454]
formula-fraction — [990, 539, 1015, 554]
definition-item: P = der neue Optionspreis je Aktie nach Anpassung, — [738, 298, 885, 307]
formula-numerator: K — [1000, 282, 1009, 290]
formula-denominator: C — [999, 679, 1005, 687]
section-heading: § 2 (OPTIONSRECHT) — [430, 193, 500, 202]
paragraph: (2) Eine solche Mitteilung über die Kündigung von Optionsrechten oder einer Ermäßigung des Nominalbetrages des Optionsscheins erfolgt durch Bekanntmachung gemäß § 8. Am Tag nach Ablauf der in Absatz (1) genannten 14-Tage-Frist erlöschen im Fall einer Kündigung alle dann nicht ausgeübten Optionsrechte oder, im Falle einer Ermäßigungserklärung reduziert sich entsprechend dieser Erklärung der Nominalbetrag des Optionsscheins und damit entsprechend die Anzahl der Aktien, zu deren Bezug der Optionsscheininhaber gemäß § 2 (3) berechtigt ist. — [738, 211, 1244, 241]
paragraph: (1) Form und Inhalt der Optionsscheine sowie die Rechte und Pflichten der Optionsscheininhaber, der Gesellschaft, der Optionsstelle und den Annahmestellen bestimmen sich in jeder Hinsicht nach dem Recht der Bundesrepublik Deutschland. — [733, 1029, 1239, 1045]
paragraph: (11) Sollte es der Gesellschaft nach dem jeweils geltenden japanischen Recht nicht gestattet sein, eine Aktienurkunde oder Aktienurkunden über Aktien auszugeben, die sonst aufgrund der Ausübung von Optionsrechten oder aufgrund einer rückwirkenden Anpassung des Optionspreises auszugeben wären, wird sie dem betreffenden Inhaber des Optionsscheins gemäß dem dann jeweils geltenden japanischen Recht einen Geldausgleich (nachstehend der „Geldausgleich“ genannt) zahlen oder zahlen lassen, der betragsmäßig dem Gesamtmarktwert der Aktien entspricht, für die die Gesellschaft keine Aktienurkunde(n) ausgeben darf (nachstehend die „nicht-lieferbaren Aktien“ genannt). Der Marktwert jeder solchen nicht-lieferbaren Aktie ist (a) der zuletzt angegebene Verkaufskurs (regular way) einer Aktie an der Börse von Hiroshima am Tag, an dem solche Aktien sonst ausgegeben wären, oder, falls an dieser Börse an dem maßgeblichen Tag kein Verkauf gemeldet wurde, der letzte gemeldete Verkaufskurs (regular way) einer Aktie an der Tokioter Börse an einem solchen Tag, oder, wenn kein Verkauf von Aktien an diesen beiden Börsen an einem solchen Tag (regular way) gemeldet wurde, der Kurs, zu dem die Aktie an einer dieser Börsen nach diesem Tag erstmals wieder gehandelt wird (regular way), wobei, wenn die Aktie am gleichen Tag an diesen beiden Börsen gehandelt wird, der Kurs maßgeblich ist, zu dem die Aktie zuerst an der Börse von Hiroshima gehandelt wird (regular way), abzüglich (i) eines Betrages in Höhe der üblichen Maklercourtage und (ii), falls die Gesellschaft nach anwendbarem japanischen Recht verpflichtet ist, einen Betrag für japanische Börsenumsatzsteuer oder eine vergleichbare Steuer einzubehalten, eines Betrages in Höhe dieser Steuer (wobei eine solche Steuer von dem Optionsscheininhaber unabhängig von der Verpflichtung der Gesellschaft, diese Steuern einzubehalten, zu zahlen ist) oder (b) falls zwingende Bestimmungen des japanischen Rechts etwas anderes vorsehen, der Kurs, zu dem die nicht-lieferbaren Aktien aufgrund dieser Bestimmungen von einer nach den Bestimmungen des japanischen Rechts von der Gesellschaft gekauft werden würden. Fällt der Ausübungstag jedoch in einen Zeitraum ab (einschließlich) einem Tag, an dem nach den Bestimmungen der Börse von Hiroshima (falls der Geldausgleich nach dem Verkaufskurs an der Börse von Hiroshima festgestellt wird) oder der Tokioter Börse (falls der Geldausgleich nach dem Verkaufskurs an der Tokioter Börse festgestellt wird) der Marktpreis der Aktien „ex Dividende“ oder „ex Bezugsrecht“ notiert wird, bis (einschließlich) zu dem Stichtag (record date) bezüglich einer Bardividende, einer Dividende in Aktien, Ausgabe von Gratisaktien oder Gewährung von Bezugsrechten für Aktien an die Aktionäre, auf den sich das „ex Dividenden“ oder „ex Bezugsrechts“-Datum bezieht, so wird der Geldausgleich baldmöglichst nach dem Stichtag (record date) gezahlt, so daß dies der Fall ist, wenn diese nicht-lieferbaren Aktien nach diesem Stichtag (record date) auf die Gesellschaft übergeht, wobei die Gesellschaft (a) die auf die nicht-lieferbaren Aktien entfallende Bardividende zahlen wird, bzw. (b) (im Fall der Dividende in Aktien oder Gratisaktien) die im Rahmen der Gewährung der Dividende bzw. der Dividende in Aktien auf die nicht-lieferbaren Aktien entfallenden jungen Aktien zuteilen wird, bzw. (c) (im Fall der Gratisaktiengewährung oder Dividende in Aktien zuzuteilenden Aktien nicht-lieferbar sind, statt der Aktienzuteilung den Marktpreis dieser nicht-lieferbaren Aktien an dem Tag, an dem solche Aktien sonst ausgegeben wären, zahlen wird, und zwar gegebenenfalls nach allgemeiner Auslieferung der bei der Dividende in Aktien oder Gratisaktiengewährung auszugebenden Aktien, bzw. (c) (im Fall der Bezugsrechtsgewährung) veranlassen wird, daß die in bezug auf nicht-lieferbare Aktien gewährten Bezugsrechte verkauft oder anderweitig verwertet werden und der Nettoerlös daraus an den betreffenden Optionsscheininhaber gezahlt wird, sobald dies nach dessen Weisung gemäß ist. — [208, 772, 714, 946]
formula-numerator: (K + c) — [990, 539, 1015, 547]
formula — [736, 670, 1241, 688]
paragraph: (4) Die Optionsscheininhaber haben keinen Anspruch auf — [211, 292, 373, 301]
paragraph: (10) Bezüglich der Zahlung von Dividenden (einschließlich etwaiger Zwischendividenden) und infolge Ausübung von Optionsrechten ausgegebener Aktien gilt eine solche Ausübung als am ersten Tag (Tokioter Zeit) nach dem letzten Stichtag für Dividendenzahlungen (record date) erfolgt, falls die Ausübung nach diesem Stichtag vorgenommen wird. — [209, 756, 714, 775]
